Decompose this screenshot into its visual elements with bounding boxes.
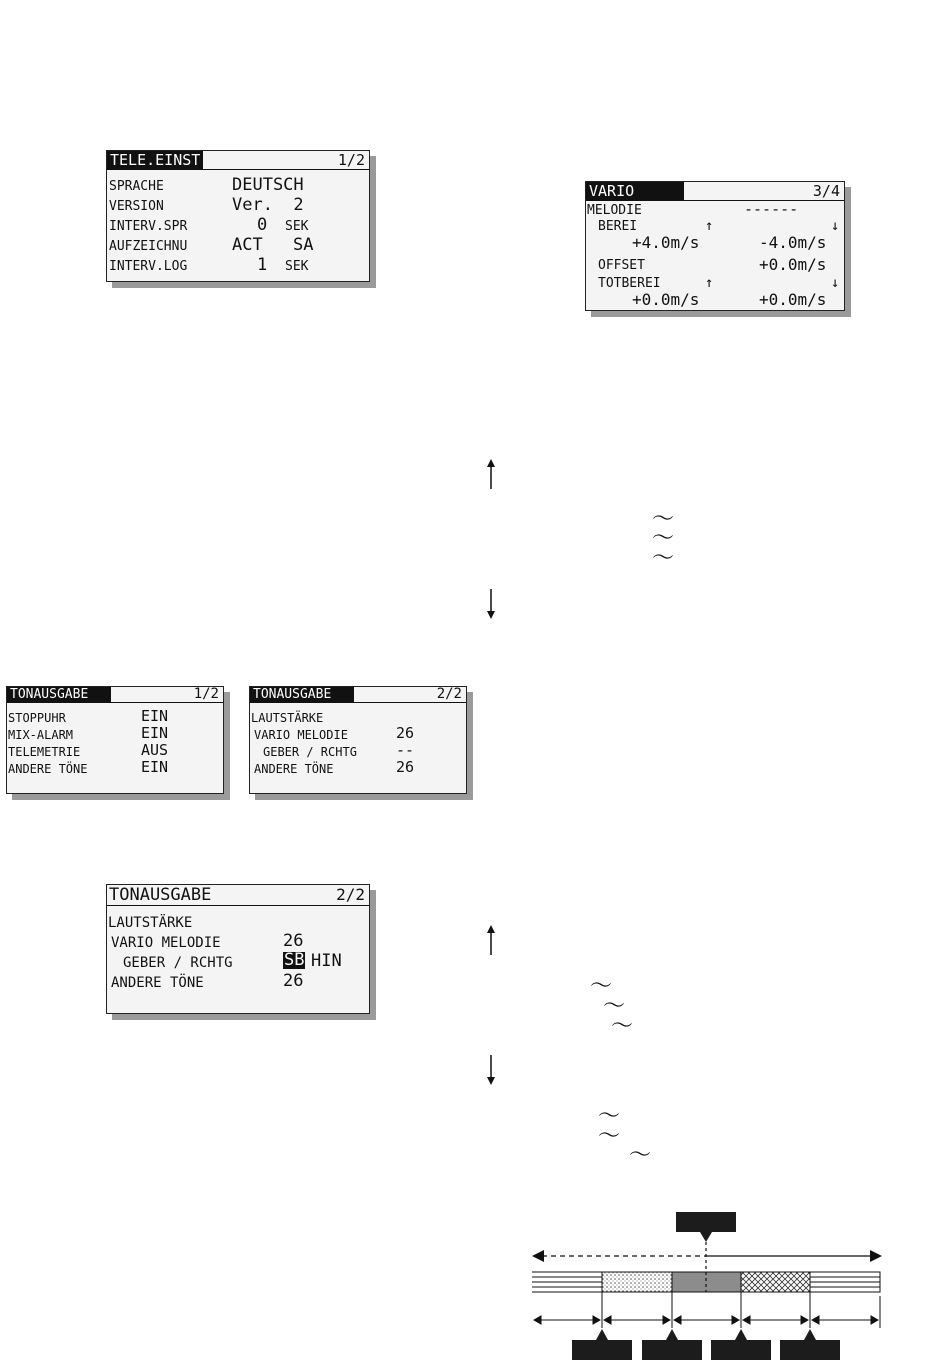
arrow-up-icon <box>485 924 497 956</box>
geber-label: GEBER / RCHTG <box>123 955 233 971</box>
vario-melodie-label: VARIO MELODIE <box>254 728 348 742</box>
telemetrie-value[interactable]: AUS <box>141 741 169 759</box>
segment-dotted <box>602 1272 672 1292</box>
mix-alarm-label: MIX-ALARM <box>8 728 74 742</box>
down-arrow-icon: ↓ <box>831 275 840 291</box>
page-indicator: 2/2 <box>336 885 365 904</box>
vario-range-diagram <box>530 1210 890 1362</box>
tilde-icon: 〜 <box>652 507 675 532</box>
melodie-value[interactable]: ------ <box>744 200 799 218</box>
screen-title: TELE.EINST <box>107 151 203 169</box>
tilde-icon: 〜 <box>590 974 613 999</box>
andere-toene-value[interactable]: 26 <box>396 758 415 776</box>
interv-log-unit: SEK <box>285 259 309 274</box>
version-value[interactable]: Ver. 2 <box>232 195 304 215</box>
totberei-label: TOTBEREI <box>598 276 661 291</box>
right-outer-segment <box>810 1272 880 1292</box>
screen-title: TONAUSGABE <box>109 885 212 905</box>
andere-toene-label: ANDERE TÖNE <box>254 762 334 776</box>
offset-value[interactable]: +0.0m/s <box>759 255 827 274</box>
telemetrie-label: TELEMETRIE <box>8 745 81 759</box>
tilde-icon: 〜 <box>629 1143 652 1168</box>
arrow-down-icon <box>485 1054 497 1086</box>
aufzeichnu-value[interactable]: ACT <box>232 235 263 255</box>
tonausgabe-screen-1 <box>6 686 224 794</box>
berei-down-value[interactable]: -4.0m/s <box>759 233 827 252</box>
down-arrow-icon: ↓ <box>831 218 840 234</box>
interv-log-label: INTERV.LOG <box>109 259 188 274</box>
andere-toene-value[interactable]: 26 <box>283 971 304 991</box>
bottom-marker-4 <box>804 1329 816 1340</box>
sprache-value[interactable]: DEUTSCH <box>232 175 304 195</box>
tilde-icon: 〜 <box>598 1104 621 1129</box>
stoppuhr-value[interactable]: EIN <box>141 707 169 725</box>
lautstaerke-label: LAUTSTÄRKE <box>251 711 324 725</box>
interv-spr-label: INTERV.SPR <box>109 219 188 234</box>
geber-switch-selected[interactable]: SB <box>284 950 305 970</box>
berei-up-value[interactable]: +4.0m/s <box>632 233 700 252</box>
interv-spr-value[interactable]: 0 <box>257 215 268 235</box>
bottom-marker-1 <box>596 1329 608 1340</box>
aufzeichnu-label: AUFZEICHNU <box>109 239 188 254</box>
arrow-up-icon <box>485 458 497 490</box>
tonausgabe-screen-2-large <box>106 884 370 1014</box>
screen-title: TONAUSGABE <box>250 687 354 702</box>
berei-label: BEREI <box>598 219 638 234</box>
left-arrowhead-icon <box>532 1250 544 1262</box>
tilde-icon: 〜 <box>652 526 675 551</box>
segment-hatched <box>741 1272 810 1292</box>
tilde-icon: 〜 <box>652 546 675 571</box>
up-arrow-icon: ↑ <box>705 218 714 234</box>
screen-header <box>586 182 844 201</box>
tonausgabe-screen-2-small <box>249 686 467 794</box>
vario-melodie-value[interactable]: 26 <box>396 724 415 742</box>
totberei-down-value[interactable]: +0.0m/s <box>759 290 827 309</box>
interv-log-value[interactable]: 1 <box>257 255 268 275</box>
screen-header <box>107 885 369 906</box>
tilde-icon: 〜 <box>611 1014 634 1039</box>
center-marker <box>676 1212 736 1232</box>
up-arrow-icon: ↑ <box>705 275 714 291</box>
vario-screen <box>585 181 845 311</box>
vario-melodie-value[interactable]: 26 <box>283 931 304 951</box>
screen-header <box>107 151 369 170</box>
totberei-up-value[interactable]: +0.0m/s <box>632 290 700 309</box>
left-outer-segment <box>532 1272 602 1292</box>
stoppuhr-label: STOPPUHR <box>8 711 66 725</box>
screen-header <box>7 687 223 703</box>
right-arrowhead-icon <box>870 1250 882 1262</box>
page-indicator: 1/2 <box>193 686 219 702</box>
arrow-down-icon <box>485 588 497 620</box>
andere-toene-label: ANDERE TÖNE <box>8 762 88 776</box>
tele-einst-screen <box>106 150 370 282</box>
geber-label: GEBER / RCHTG <box>263 745 357 759</box>
screen-title: VARIO <box>586 182 684 200</box>
vario-melodie-label: VARIO MELODIE <box>111 935 221 951</box>
bottom-marker-3 <box>735 1329 747 1340</box>
range-diagram-svg <box>530 1210 890 1362</box>
page-indicator: 3/4 <box>812 182 840 200</box>
tilde-icon: 〜 <box>603 994 626 1019</box>
tilde-icon: 〜 <box>598 1124 621 1149</box>
aufzeichnu-switch[interactable]: SA <box>293 235 314 255</box>
geber-direction[interactable]: HIN <box>311 951 342 971</box>
bottom-marker-2 <box>666 1329 678 1340</box>
offset-label: OFFSET <box>598 258 645 273</box>
andere-toene-label: ANDERE TÖNE <box>111 975 204 991</box>
sprache-label: SPRACHE <box>109 179 164 194</box>
melodie-label: MELODIE <box>587 203 642 218</box>
screen-header <box>250 687 466 703</box>
page-indicator: 1/2 <box>337 151 365 169</box>
interv-spr-unit: SEK <box>285 219 309 234</box>
geber-value[interactable]: -- <box>396 741 415 759</box>
version-label: VERSION <box>109 199 164 214</box>
lautstaerke-label: LAUTSTÄRKE <box>108 915 193 931</box>
screen-title: TONAUSGABE <box>7 687 111 702</box>
page-indicator: 2/2 <box>436 686 462 702</box>
andere-toene-value[interactable]: EIN <box>141 758 169 776</box>
mix-alarm-value[interactable]: EIN <box>141 724 169 742</box>
center-marker-pointer <box>700 1232 712 1242</box>
